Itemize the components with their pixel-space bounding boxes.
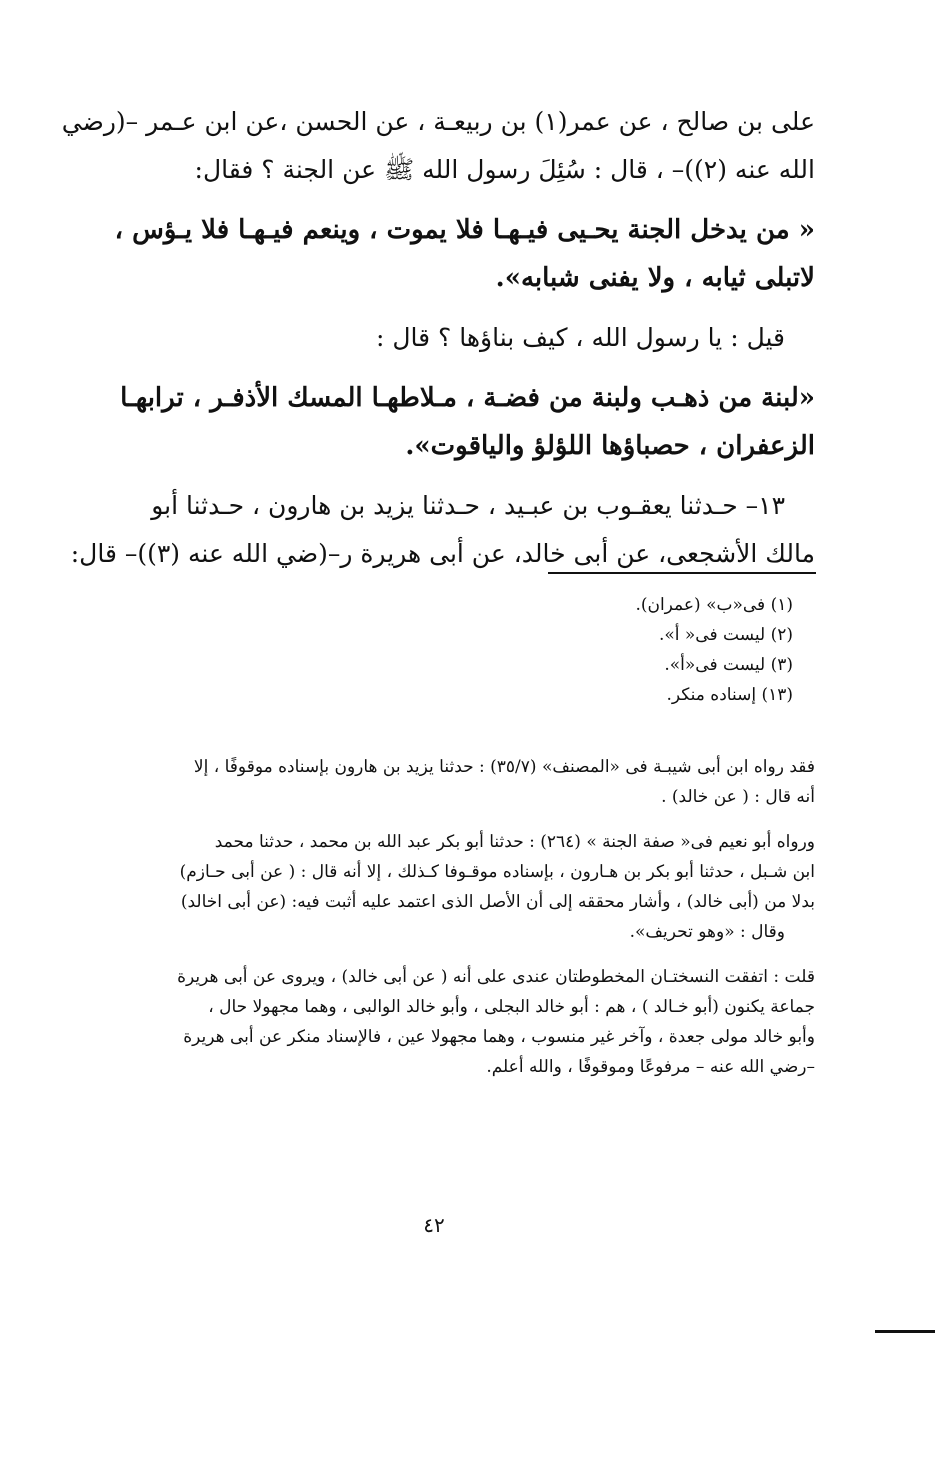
footnote: (١٣) إسناده منكر. — [666, 685, 793, 705]
paragraph-hadith-13 — [70, 482, 815, 578]
text-line: بدلا من (أبى خالد) ، وأشار محققه إلى أن الأصل الذى اعتمد عليه أثبت فيه: (عن أبى اخالد) — [180, 892, 815, 912]
footnote: (٣) ليست فى«أ». — [664, 655, 793, 675]
text-line: قيل : يا رسول الله ، كيف بناؤها ؟ قال : — [375, 323, 785, 352]
text-line: وأبو خالد مولى جعدة ، وآخر غير منسوب ، وهما مجهولا عين ، فالإسناد منكر عن أبى هريرة — [183, 1027, 815, 1047]
text-line: الزعفران ، حصباؤها اللؤلؤ والياقوت». — [405, 431, 815, 461]
margin-scan-mark — [875, 1330, 935, 1333]
text-line: قلت : اتفقت النسختـان المخطوطتان عندى على أنه ( عن أبى خالد) ، ويروى عن أبى هريرة — [177, 967, 815, 987]
paragraph-hadith-text — [80, 206, 815, 302]
commentary-paragraph — [80, 752, 815, 812]
text-line: ابن شـبل ، حدثنا أبو بكر بن هـارون ، بإسناده موقـوفا كـذلك ، إلا أنه قال : ( عن أبى حـازم) — [179, 862, 815, 882]
text-line: « من يدخل الجنة يحـيى فيـهـا فلا يموت ، وينعم فيـهـا فلا يـؤس ، — [114, 215, 815, 245]
text-line: فقد رواه ابن أبى شيبـة فى «المصنف» (٣٥/٧) : حدثنا يزيد بن هارون بإسناده موقوفًا ، إلا — [193, 757, 815, 777]
text-line: على بن صالح ، عن عمر(١) بن ربيعـة ، عن الحسن ،عن ابن عـمر –(رضي — [61, 107, 815, 136]
paragraph-chain-of-narration — [61, 98, 815, 194]
commentary-paragraph — [80, 962, 815, 1082]
text-line: أنه قال : ( عن خالد) . — [661, 787, 815, 807]
footnotes — [393, 590, 793, 710]
footnote: (١) فى«ب» (عمران). — [635, 595, 793, 615]
main-text — [61, 98, 815, 578]
text-line: الله عنه (٢))– ، قال : سُئِلَ رسول الله ﷺ عن الجنة ؟ فقال: — [194, 155, 815, 184]
text-line: لاتبلى ثيابه ، ولا يفنى شبابه». — [495, 263, 815, 293]
text-line: ورواه أبو نعيم فى« صفة الجنة » (٢٦٤) : حدثنا أبو بكر عبد الله بن محمد ، حدثنا محمد — [214, 832, 815, 852]
text-line: وقال : «وهو تحريف». — [629, 922, 785, 942]
commentary-paragraph — [80, 827, 815, 947]
text-line: مالك الأشجعى، عن أبى خالد، عن أبى هريرة ر–(ضي الله عنه (٣))– قال: — [70, 539, 815, 568]
text-line: ١٣– حـدثنا يعقـوب بن عبـيد ، حـدثنا يزيد بن هارون ، حـدثنا أبو — [151, 491, 785, 520]
footnote: (٢) ليست فى« أ». — [658, 625, 793, 645]
text-line: جماعة يكنون (أبو خـالد ) ، هم : أبو خالد البجلى ، وأبو خالد الوالبى ، وهما مجهولا حال ، — [208, 997, 815, 1017]
page-number: ٤٢ — [423, 1213, 445, 1237]
text-line: «لبنة من ذهـب ولبنة من فضـة ، مـلاطهـا المسك الأذفـر ، ترابهـا — [120, 383, 815, 413]
text-line: –رضي الله عنه – مرفوعًا وموقوفًا ، والله أعلم. — [486, 1057, 815, 1077]
paragraph-question — [80, 314, 815, 362]
paragraph-hadith-answer — [80, 374, 815, 470]
footnote-divider — [548, 572, 816, 574]
commentary — [80, 752, 815, 1082]
